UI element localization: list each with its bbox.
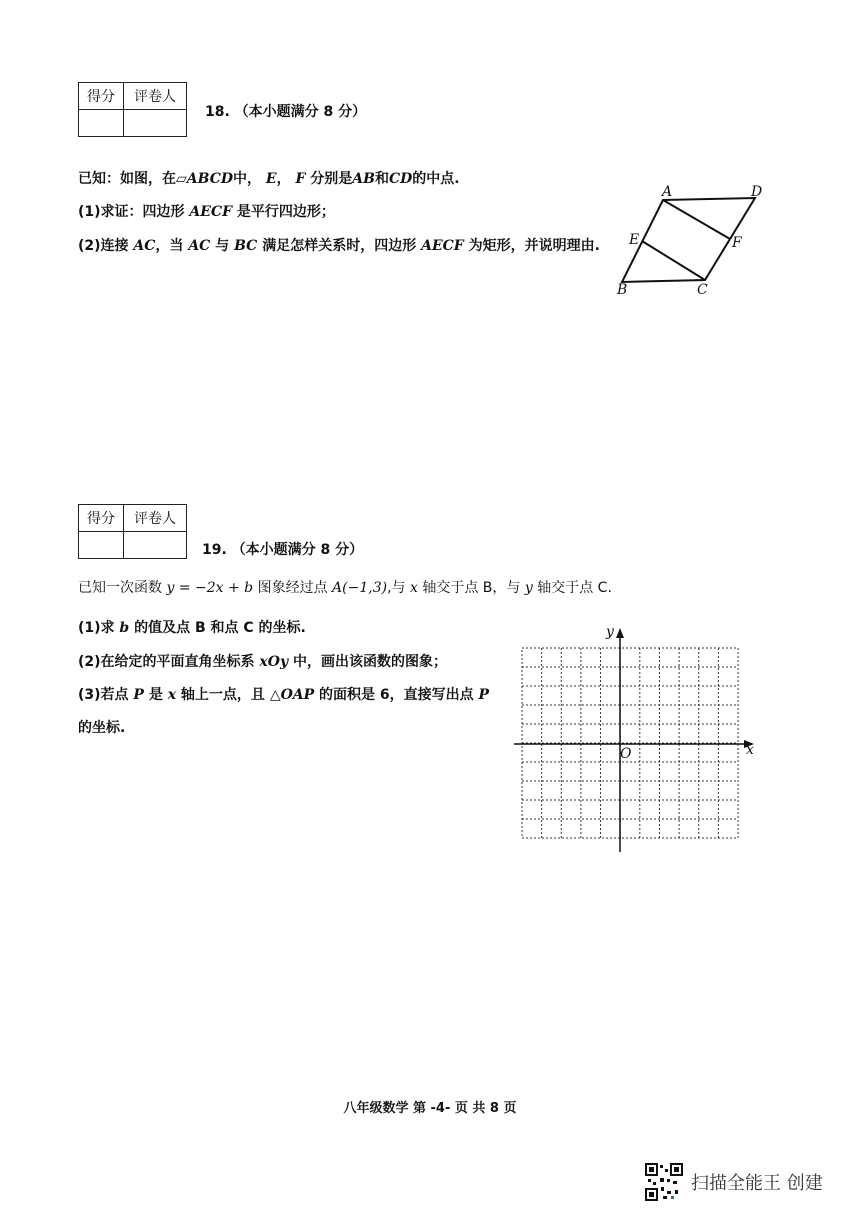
- q18-score-cell[interactable]: [79, 110, 124, 137]
- q18-score-table: [78, 82, 187, 137]
- q19-part3: [78, 684, 489, 704]
- watermark-text: 扫描全能王 创建: [691, 1173, 823, 1194]
- segment-ac: AC: [133, 238, 156, 254]
- text: 中，画出该函数的图象；: [288, 654, 447, 670]
- q19-title: 19. （本小题满分 8 分）: [202, 542, 364, 558]
- var-x: x: [409, 580, 418, 596]
- segment-bc: BC: [234, 238, 258, 254]
- label-b: B: [617, 282, 628, 298]
- text: 已知一次函数: [78, 580, 167, 596]
- text: ，当: [155, 238, 189, 254]
- origin-label: O: [620, 746, 632, 762]
- watermark: [645, 1163, 823, 1201]
- quad-name: AECF: [189, 204, 233, 220]
- label-f: F: [732, 235, 742, 251]
- segment-ac: AC: [188, 238, 211, 254]
- text: (2)在给定的平面直角坐标系: [78, 654, 260, 670]
- x-axis-label: x: [746, 742, 754, 758]
- coordinate-system: xOy: [259, 654, 289, 670]
- function-expression: y = −2x + b: [166, 580, 254, 596]
- q19-part1: [78, 617, 306, 637]
- text: 已知：如图，在: [78, 171, 176, 187]
- q19-part3-cont: 的坐标.: [78, 720, 126, 736]
- point-p: P: [133, 687, 144, 703]
- text: 是平行四边形；: [232, 204, 335, 220]
- q18-score-header: 得分: [79, 83, 124, 110]
- q19-grader-header: 评卷人: [124, 505, 187, 532]
- q19-grader-cell[interactable]: [124, 532, 187, 559]
- q19-part2: [78, 651, 447, 671]
- q18-part1: [78, 201, 335, 221]
- label-c: C: [697, 282, 708, 298]
- text: (2)连接: [78, 238, 134, 254]
- point-a: A(−1,3): [332, 580, 388, 596]
- label-e: E: [629, 232, 640, 248]
- q18-title: 18. （本小题满分 8 分）: [205, 104, 367, 120]
- q18-grader-cell[interactable]: [124, 110, 187, 137]
- text: 与: [210, 238, 235, 254]
- q18-parallelogram-figure: [605, 180, 785, 300]
- segment-cd: CD: [388, 171, 413, 187]
- text: 和: [374, 171, 389, 187]
- text: 的中点.: [412, 171, 460, 187]
- qr-code-icon: [645, 1163, 683, 1201]
- quad-name: AECF: [421, 238, 464, 254]
- page-footer: 八年级数学 第 -4- 页 共 8 页: [343, 1101, 517, 1116]
- text: 的值及点 B 和点 C 的坐标.: [129, 620, 306, 636]
- text: 轴上一点，且: [176, 687, 270, 703]
- text: 轴交于点 C.: [532, 580, 612, 596]
- y-axis-arrow: [616, 628, 624, 638]
- q19-score-cell[interactable]: [79, 532, 124, 559]
- point-e: E: [265, 171, 277, 187]
- q19-intro: [78, 577, 612, 597]
- text: 的面积是 6，直接写出点: [314, 687, 479, 703]
- text: ，: [276, 171, 291, 187]
- text: 中，: [233, 171, 262, 187]
- point-f: F: [295, 171, 306, 187]
- text: 图象经过点: [253, 580, 333, 596]
- q19-score-header: 得分: [79, 505, 124, 532]
- var-x: x: [167, 687, 177, 703]
- q18-grader-header: 评卷人: [124, 83, 187, 110]
- triangle-oap: △OAP: [269, 687, 315, 703]
- segment-ec: [642, 241, 705, 280]
- point-p: P: [478, 687, 490, 703]
- text: (1)求证：四边形: [78, 204, 190, 220]
- text: 是: [143, 687, 168, 703]
- text: (3)若点: [78, 687, 134, 703]
- q18-part2: [78, 235, 600, 255]
- text: 为矩形，并说明理由.: [463, 238, 600, 254]
- label-a: A: [662, 184, 673, 200]
- text: ,与: [387, 580, 410, 596]
- var-b: b: [119, 620, 130, 636]
- q18-intro: [78, 168, 460, 188]
- parallelogram-name: ▱ABCD: [176, 171, 234, 187]
- text: 轴交于点 B，与: [417, 580, 525, 596]
- segment-af: [663, 200, 730, 239]
- label-d: D: [751, 184, 763, 200]
- var-y: y: [524, 580, 533, 596]
- y-axis-label: y: [606, 624, 614, 640]
- grid: [522, 648, 738, 838]
- segment-ab: AB: [352, 171, 375, 187]
- text: 满足怎样关系时，四边形: [257, 238, 422, 254]
- q19-score-table: [78, 504, 187, 559]
- text: (1)求: [78, 620, 120, 636]
- text: 分别是: [310, 171, 353, 187]
- q19-coordinate-grid[interactable]: [510, 620, 760, 860]
